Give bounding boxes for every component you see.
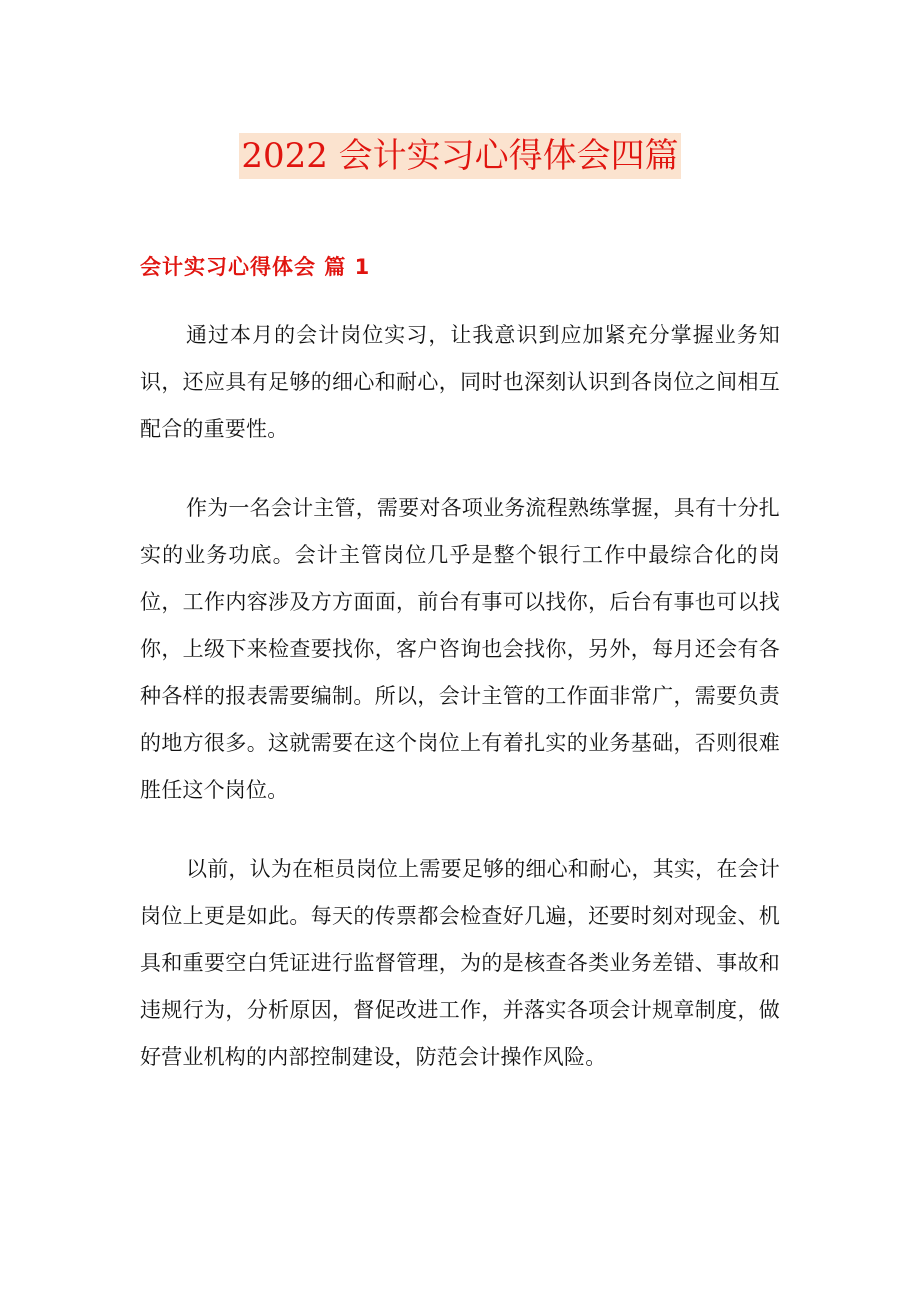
paragraph-3: 以前，认为在柜员岗位上需要足够的细心和耐心，其实，在会计岗位上更是如此。每天的传票都会检查好几遍，还要时刻对现金、机具和重要空白凭证进行监督管理，为的是核查各类业务差错、事故和违规行为，分析原因，督促改进工作，并落实各项会计规章制度，做好营业机构的内部控制建设，防范会计操作风险。 — [140, 857, 780, 1069]
title-container — [0, 133, 920, 179]
paragraph-2: 作为一名会计主管，需要对各项业务流程熟练掌握，具有十分扎实的业务功底。会计主管岗位几乎是整个银行工作中最综合化的岗位，工作内容涉及方方面面，前台有事可以找你，后台有事也可以找你，上级下来检查要找你，客户咨询也会找你，另外，每月还会有各种各样的报表需要编制。所以，会计主管的工作面非常广，需要负责的地方很多。这就需要在这个岗位上有着扎实的业务基础，否则很难胜任这个岗位。 — [140, 496, 780, 802]
paragraph-1: 通过本月的会计岗位实习，让我意识到应加紧充分掌握业务知识，还应具有足够的细心和耐心，同时也深刻认识到各岗位之间相互配合的重要性。 — [140, 323, 780, 441]
document-title: 2022 会计实习心得体会四篇 — [239, 133, 680, 179]
body-text — [140, 312, 780, 1113]
section-heading: 会计实习心得体会 篇 1 — [140, 255, 371, 279]
